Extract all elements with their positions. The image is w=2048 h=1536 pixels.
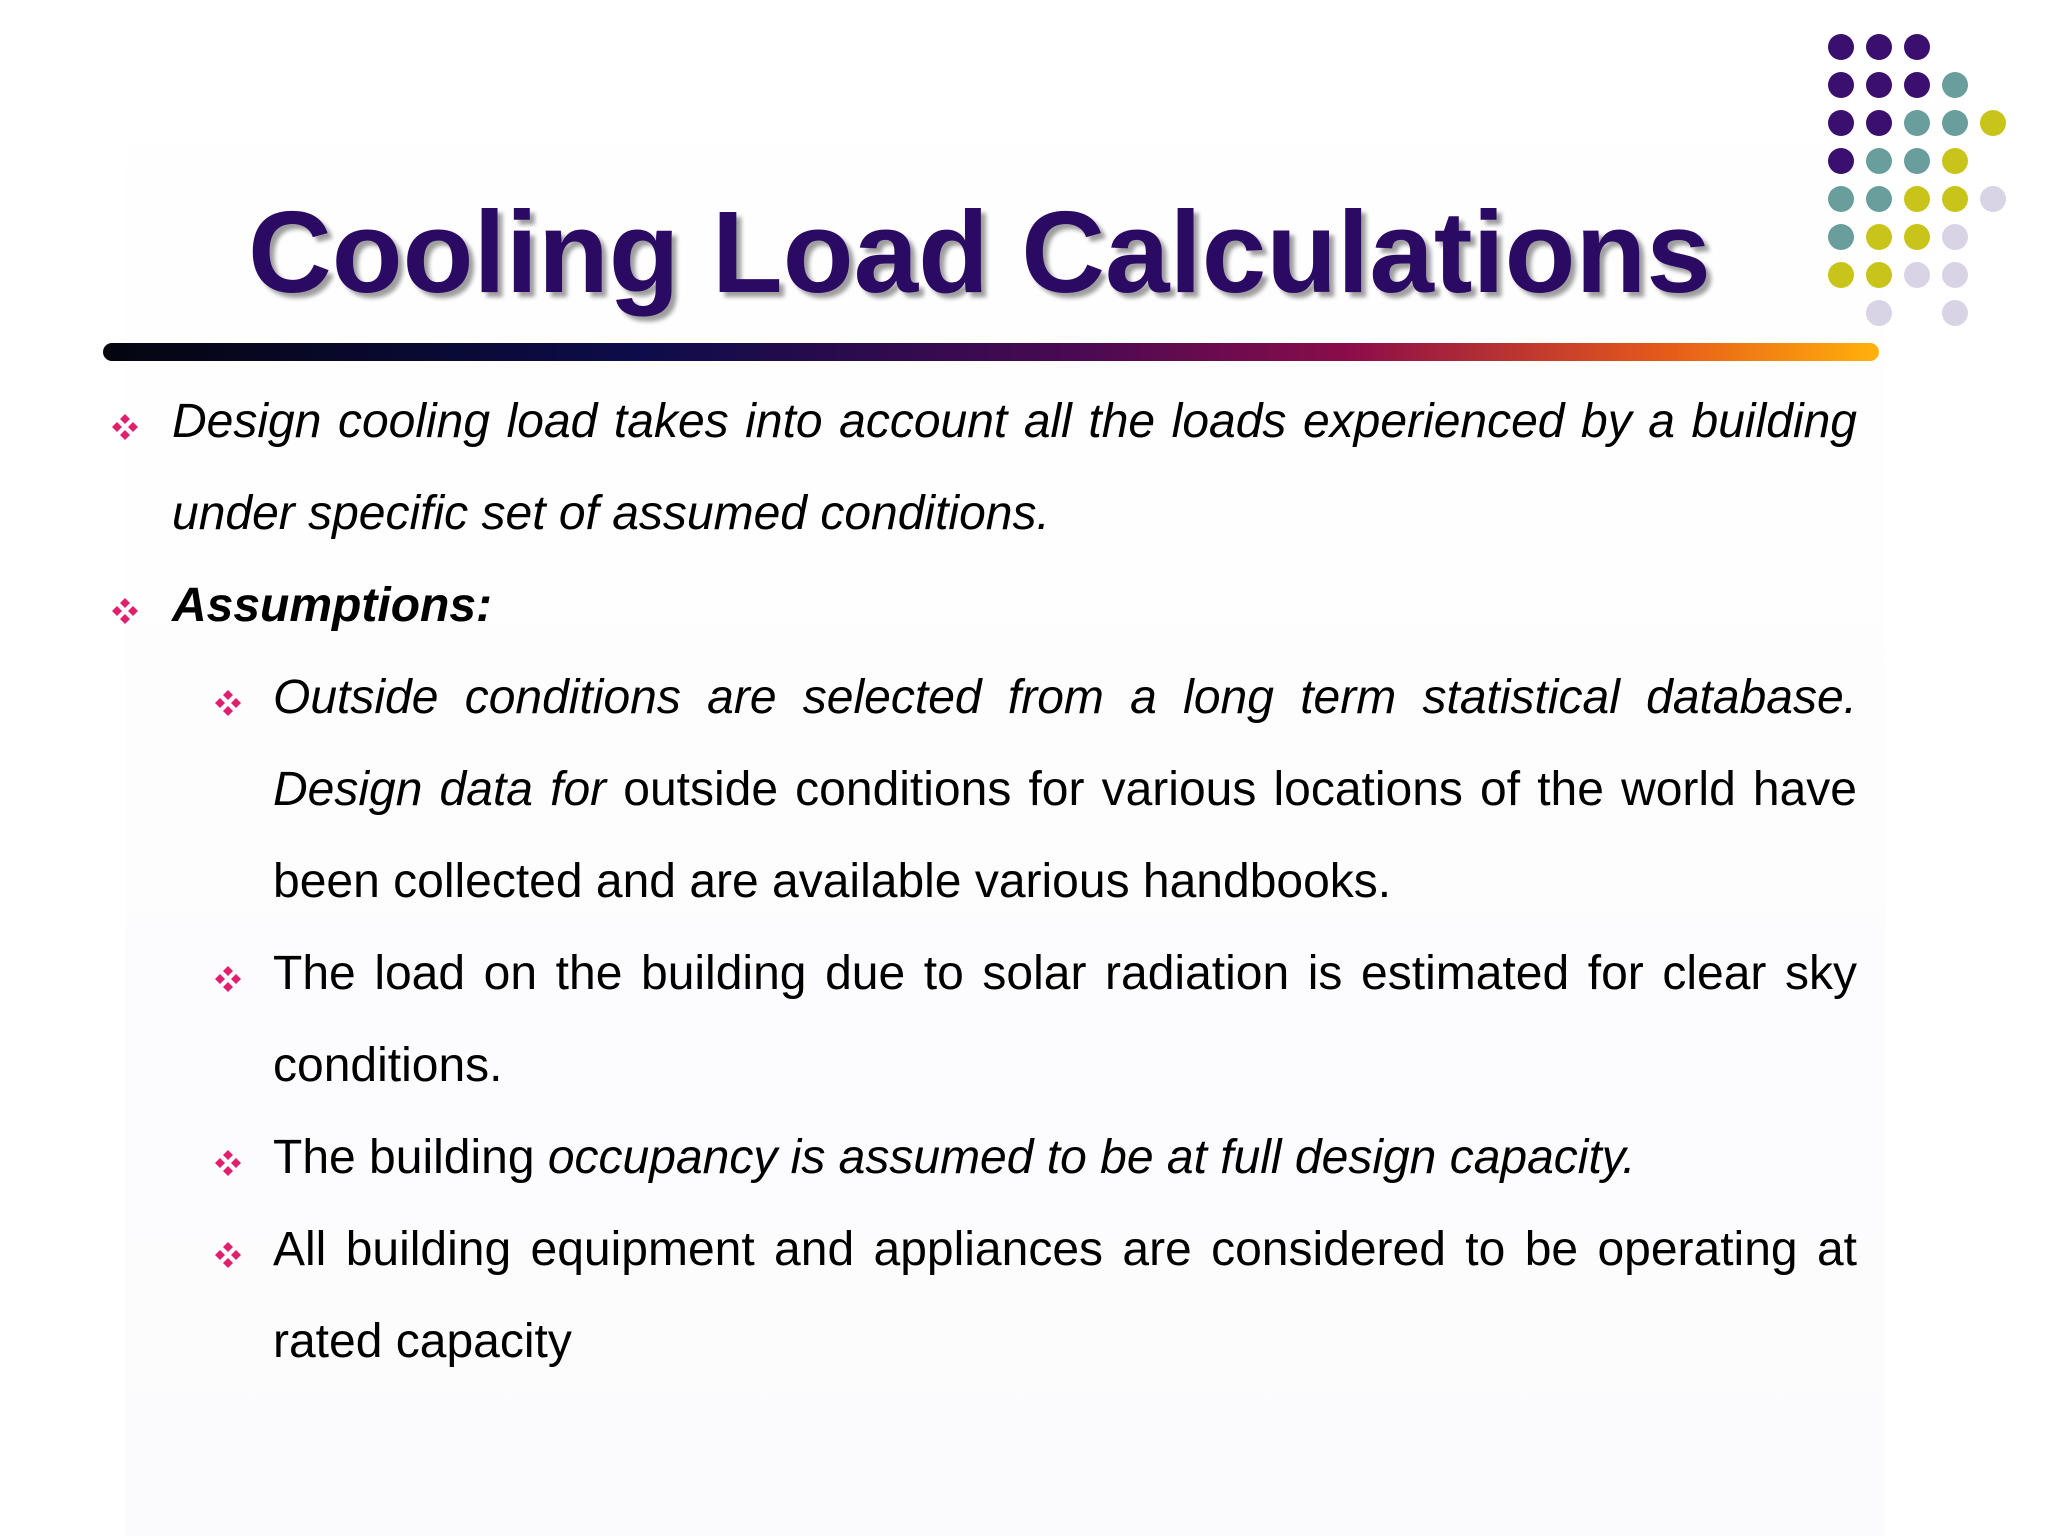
- bullet-text-normal: The building: [273, 1131, 548, 1184]
- bullet-text-italic: Design cooling load takes into account all the loads experienced by a building under specific set of assumed conditions.: [172, 395, 1857, 540]
- diamond-bullet-icon: [214, 1149, 242, 1177]
- diamond-bullet-icon: [214, 965, 242, 993]
- bullet-heading-assumptions: Assumptions:: [172, 579, 493, 632]
- bullet-text: [273, 652, 1857, 928]
- bullet-text-italic: Outside conditions are selected from a long term statistical database. Design data for: [273, 671, 1857, 816]
- diamond-bullet-icon: [214, 689, 242, 717]
- bullet-text: [273, 1204, 1857, 1388]
- bullet-text-normal: The load on the building due to solar radiation is estimated for clear sky conditions.: [273, 947, 1857, 1092]
- bullet-text: [172, 560, 1857, 652]
- bullet-text: [273, 1112, 1857, 1204]
- bullet-text: [273, 928, 1857, 1112]
- diamond-bullet-icon: [111, 413, 139, 441]
- bullet-text-italic: occupancy is assumed to be at full design capacity.: [547, 1131, 1636, 1184]
- bullet-text-normal: outside conditions for various locations of the world have been collected and are available various handbooks.: [273, 763, 1857, 908]
- slide-title: Cooling Load Calculations: [248, 187, 1711, 317]
- bullet-text: [172, 376, 1857, 560]
- bullet-text-normal: All building equipment and appliances are considered to be operating at rated capacity: [273, 1223, 1857, 1368]
- diamond-bullet-icon: [111, 597, 139, 625]
- diamond-bullet-icon: [214, 1241, 242, 1269]
